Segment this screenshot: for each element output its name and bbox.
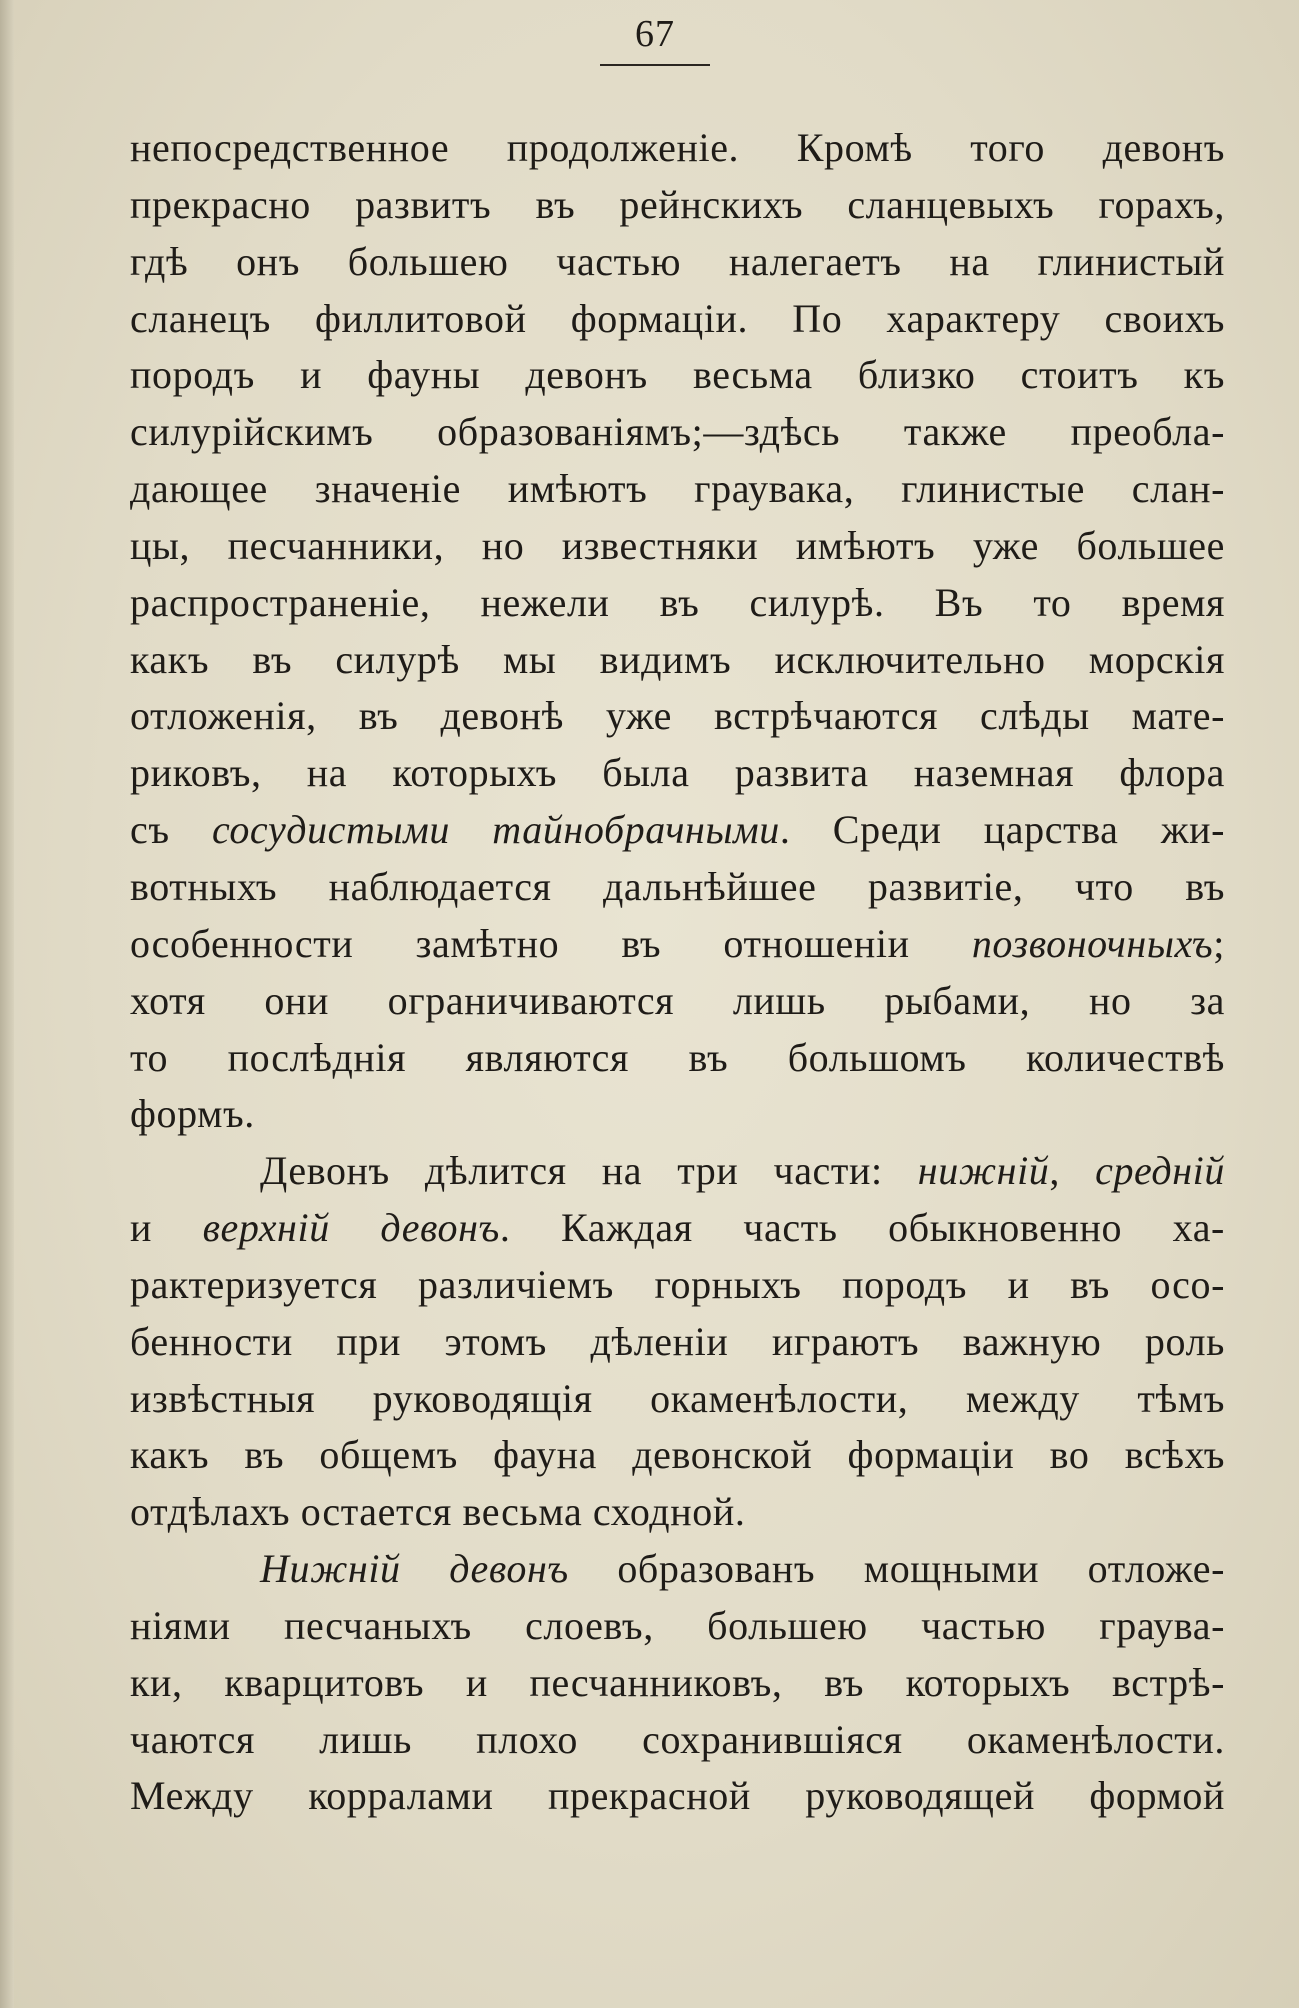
- text-line: гдѣ онъ большею частью налегаетъ на глинистый: [130, 238, 1225, 284]
- text-line: извѣстныя руководящія окаменѣлости, между тѣмъ: [130, 1375, 1225, 1421]
- text-line: Между корралами прекрасной руководящей формой: [130, 1773, 1225, 1819]
- text-segment: и: [130, 1205, 203, 1251]
- text-line: дающее значеніе имѣютъ граувака, глинистые слан-: [130, 466, 1225, 512]
- text-line: цы, песчанники, но известняки имѣютъ уже большее: [130, 522, 1225, 568]
- text-segment: образованъ мощными отложе-: [568, 1546, 1225, 1592]
- italic-term: нижній: [917, 1148, 1050, 1194]
- text-line: породъ и фауны девонъ весьма близко стоитъ къ: [130, 352, 1225, 398]
- text-line: отложенія, въ девонѣ уже встрѣчаются слѣды мате-: [130, 693, 1225, 739]
- page-edge-shadow: [0, 0, 14, 2008]
- text-line: ки, кварцитовъ и песчанниковъ, въ которыхъ встрѣ-: [130, 1659, 1225, 1705]
- text-line: распространеніе, нежели въ силурѣ. Въ то время: [130, 579, 1225, 625]
- text-segment: Девонъ дѣлится на три части:: [260, 1148, 918, 1194]
- italic-term: сосудистыми тайнобрачными: [211, 807, 780, 853]
- text-line: отдѣлахъ остается весьма сходной.: [130, 1489, 746, 1535]
- body-text: [130, 120, 1225, 1825]
- text-line: вотныхъ наблюдается дальнѣйшее развитіе, что въ: [130, 863, 1225, 909]
- text-line: [130, 1143, 1225, 1200]
- text-line: то послѣднія являются въ большомъ количествѣ: [130, 1034, 1225, 1080]
- text-segment: съ: [130, 807, 212, 853]
- italic-term: позвоночныхъ: [971, 920, 1214, 966]
- text-line: хотя они ограничиваются лишь рыбами, но за: [130, 977, 1225, 1023]
- page-number: 67: [635, 13, 675, 55]
- text-line: бенности при этомъ дѣленіи играютъ важную роль: [130, 1318, 1225, 1364]
- page-number-rule: [600, 64, 710, 66]
- text-line: [130, 916, 1225, 973]
- text-line: какъ въ силурѣ мы видимъ исключительно морскія: [130, 636, 1225, 682]
- text-segment: . Каждая часть обыкновенно ха-: [499, 1205, 1225, 1251]
- italic-term: Нижній девонъ: [260, 1546, 569, 1592]
- text-line: какъ въ общемъ фауна девонской формаціи во всѣхъ: [130, 1432, 1225, 1478]
- text-line: [130, 1200, 1225, 1257]
- text-line: чаются лишь плохо сохранившіяся окаменѣлости.: [130, 1716, 1225, 1762]
- text-segment: ,: [1049, 1148, 1096, 1194]
- italic-term: средній: [1095, 1148, 1225, 1194]
- italic-term: верхній девонъ: [202, 1205, 500, 1251]
- text-line: формъ.: [130, 1091, 255, 1137]
- text-line: непосредственное продолженіе. Кромѣ того девонъ: [130, 125, 1225, 170]
- text-segment: ;: [1213, 920, 1225, 966]
- text-line: [130, 1541, 1225, 1598]
- text-segment: особенности замѣтно въ отношеніи: [130, 920, 972, 966]
- text-segment: . Среди царства жи-: [779, 807, 1225, 853]
- text-line: [130, 802, 1225, 859]
- text-line: сланецъ филлитовой формаціи. По характеру своихъ: [130, 295, 1225, 341]
- text-line: ніями песчаныхъ слоевъ, большею частью граува-: [130, 1602, 1225, 1648]
- text-line: рактеризуется различіемъ горныхъ породъ и въ осо-: [130, 1261, 1225, 1307]
- text-line: риковъ, на которыхъ была развита наземная флора: [130, 750, 1225, 796]
- text-line: прекрасно развитъ въ рейнскихъ сланцевыхъ горахъ,: [130, 181, 1225, 227]
- text-line: силурійскимъ образованіямъ;—здѣсь также преобла-: [130, 409, 1225, 455]
